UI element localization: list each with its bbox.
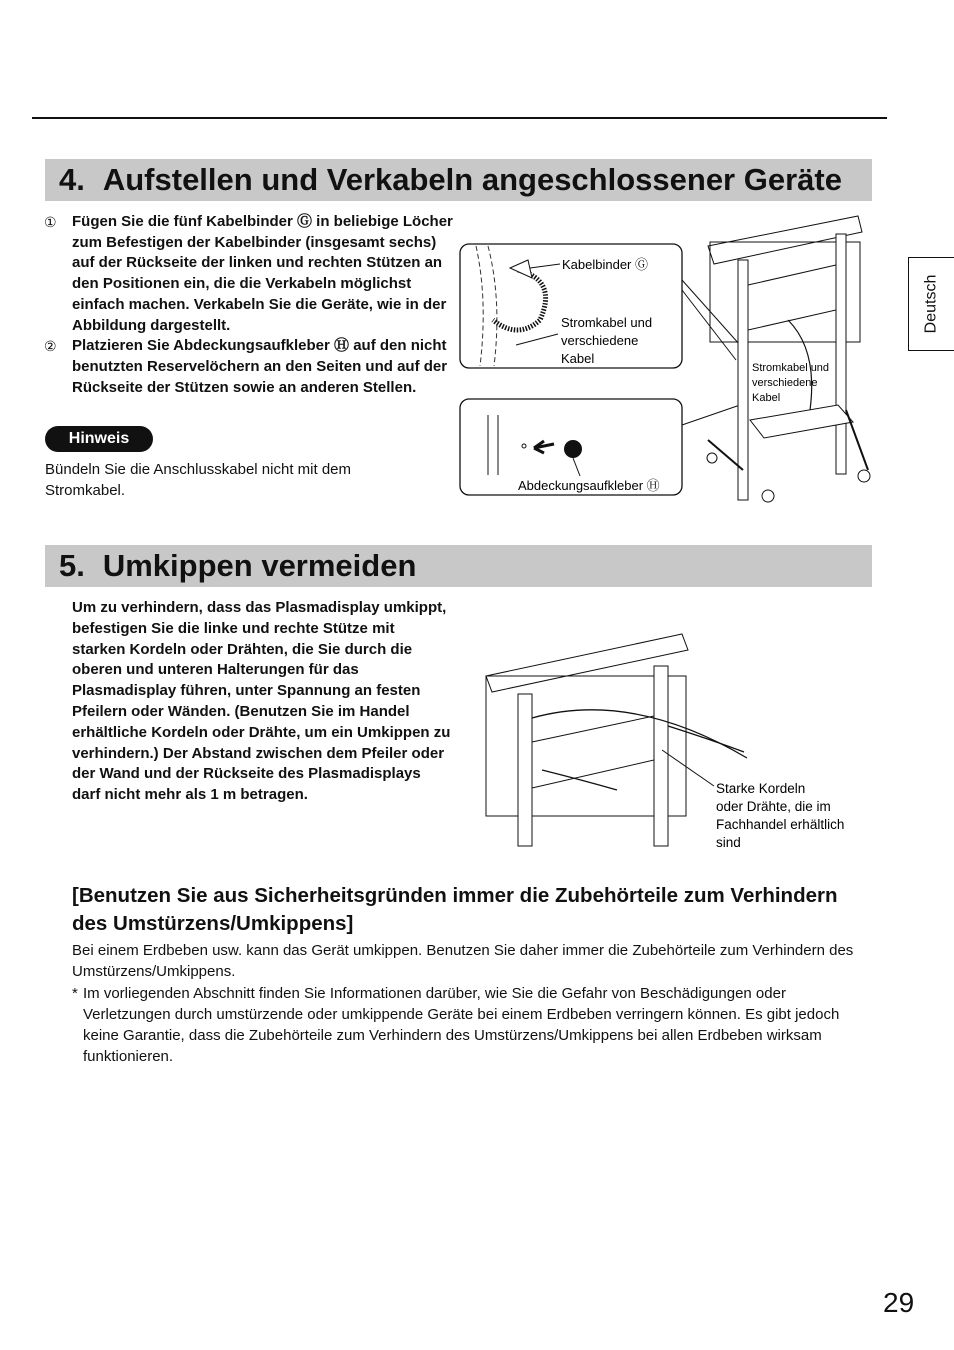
- section-4-heading: [45, 159, 872, 201]
- section-4-number: 4.: [59, 162, 85, 197]
- label-stromkabel-line1: Stromkabel und: [561, 315, 653, 330]
- step-2-mark: ②: [44, 338, 57, 355]
- section-5-number: 5.: [59, 548, 85, 583]
- section-5-body: Um zu verhindern, dass das Plasmadisplay umkippt, befestigen Sie die linke und rechte Stütze mit starken Kordeln oder Drähten, die Sie durch die oberen und unteren Halterungen für das Plasmadisplay führen, unter Spannung an festen Pfeilern oder Wänden. (Benutzen Sie im Handel erhältliche Kordeln oder Drähte, um ein Umkippen zu verhindern.) Der Abstand zwischen dem Pfeiler oder der Wand und der Rückseite des Plasmadisplays darf nicht mehr als 1 m betragen.: [72, 599, 451, 804]
- label-right-line2: verschiedene: [752, 377, 818, 389]
- section-4-steps: [44, 212, 459, 398]
- language-tab-label: Deutsch: [922, 274, 940, 334]
- section-5-heading: [45, 545, 872, 587]
- note-badge: [45, 426, 153, 452]
- section-4-title: Aufstellen und Verkabeln angeschlossener Geräte: [102, 162, 842, 197]
- label-stromkabel-line2: verschiedene: [561, 333, 639, 348]
- safety-paragraph: Bei einem Erdbeben usw. kann das Gerät umkippen. Benutzen Sie daher immer die Zubehörteile zum Verhindern des Umstürzens/Umkippens.: [72, 942, 854, 980]
- step-1-text: Fügen Sie die fünf Kabelbinder Ⓖ in beliebige Löcher zum Befestigen der Kabelbinder (insgesamt sechs) auf der Rückseite der linken und rechten Stützen an den Positionen ein, die die Verkabeln möglichst einfach machen. Verkabeln Sie die Geräte, wie in der Abbildung dargestellt.: [72, 213, 453, 334]
- step-2: [44, 336, 459, 398]
- label-cords-line3: Fachhandel erhältlich: [716, 817, 845, 832]
- label-right-line3: Kabel: [752, 392, 781, 404]
- cabling-illustration: [458, 210, 883, 510]
- label-abdeckungsaufkleber: Abdeckungsaufkleber Ⓗ: [518, 478, 660, 493]
- step-2-text: Platzieren Sie Abdeckungsaufkleber Ⓗ auf den nicht benutzten Reservelöchern an den Seiten und auf der Rückseite der Stützen sowie an anderen Stellen.: [72, 337, 448, 396]
- label-cords-line2: oder Drähte, die im: [716, 799, 831, 814]
- safety-title: [Benutzen Sie aus Sicherheitsgründen immer die Zubehörteile zum Verhindern des Umstürzens/Umkippens]: [72, 884, 838, 935]
- label-right-line1: Stromkabel und: [752, 362, 830, 374]
- section-5-title: Umkippen vermeiden: [102, 548, 417, 583]
- step-1-mark: ①: [44, 214, 57, 230]
- language-tab: [908, 257, 954, 351]
- label-cords-line1: Starke Kordeln: [716, 781, 806, 796]
- top-rule: [32, 117, 887, 119]
- note-text: Bündeln Sie die Anschlusskabel nicht mit dem Stromkabel.: [45, 461, 352, 499]
- step-1: [44, 212, 459, 336]
- safety-footnote: [72, 983, 872, 1067]
- label-kabelbinder: Kabelbinder Ⓖ: [562, 257, 648, 272]
- footnote-text: Im vorliegenden Abschnitt finden Sie Informationen darüber, wie Sie die Gefahr von Beschädigungen oder Verletzungen durch umstürzende oder umkippende Geräte bei einem Erdbeben verringern können. Es gibt jedoch keine Garantie, dass die Zubehörteile zum Verhindern des Umstürzens/Umkippens bei allen Erdbeben wirksam funktionieren.: [83, 985, 840, 1065]
- label-cords-line4: sind: [716, 835, 741, 850]
- note-badge-label: Hinweis: [68, 430, 130, 447]
- anti-tip-illustration: [482, 630, 872, 852]
- page-number: 29: [883, 1287, 915, 1318]
- label-stromkabel-line3: Kabel: [561, 351, 595, 366]
- footnote-mark: *: [72, 985, 78, 1002]
